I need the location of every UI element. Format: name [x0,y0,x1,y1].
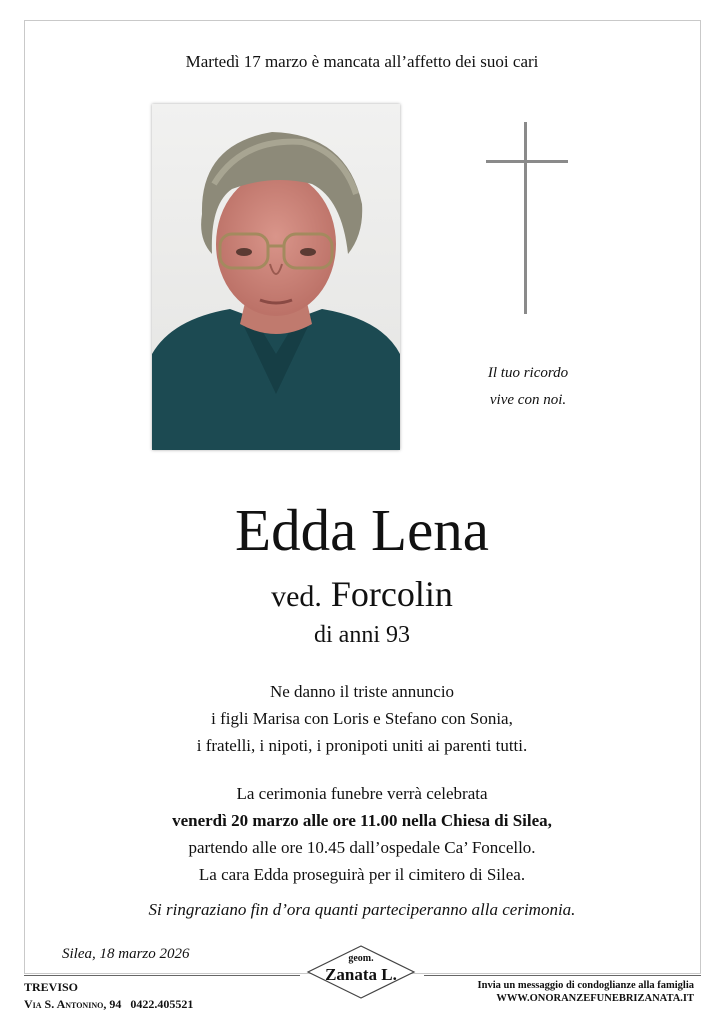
footer-divider-left [24,975,300,976]
announcement-line: i figli Marisa con Loris e Stefano con Sonia, [211,709,513,728]
thanks-text: Si ringraziano fin d’ora quanti parteciperanno alla cerimonia. [148,900,576,919]
logo-name: Zanata L. [325,965,397,984]
footer-divider-right [424,975,701,976]
logo-title: geom. [348,953,374,964]
funeral-home-address [24,979,193,1013]
motto-line: Il tuo ricordo [487,365,569,381]
footer-address: Via S. Antonino, 94 [24,997,122,1011]
announcement-line: Ne danno il triste annuncio [269,682,455,701]
memorial-motto [450,360,606,414]
ceremony-date-line [0,807,724,834]
motto-line: vive con noi. [489,392,567,408]
ceremony-details [0,780,724,888]
deceased-age: di anni 93 [314,622,410,648]
cross-icon [486,122,568,314]
footer-address-line [24,996,193,1013]
footer-phone: 0422.405521 [130,997,194,1011]
portrait-image [152,104,400,450]
announcement-line: i fratelli, i nipoti, i pronipoti uniti ai parenti tutti. [196,736,528,755]
condolence-note: Invia un messaggio di condoglianze alla famiglia [477,980,694,991]
ceremony-date-text: venerdì 20 marzo alle ore 11.00 nella Chiesa di Silea, [172,811,552,830]
website-link[interactable]: WWW.ONORANZEFUNEBRIZANATA.IT [496,993,694,1004]
deceased-portrait [152,104,400,450]
ceremony-line: partendo alle ore 10.45 dall’ospedale Ca’ Foncello. [188,838,536,857]
ceremony-line: La cerimonia funebre verrà celebrata [236,784,488,803]
footer-city: TREVISO [24,980,79,994]
announcement [0,678,724,759]
married-name [0,574,724,617]
married-surname: Forcolin [330,574,453,614]
place-date: Silea, 18 marzo 2026 [62,946,190,962]
condolence-info [430,979,694,1005]
deceased-name: Edda Lena [235,497,489,563]
ceremony-line: La cara Edda proseguirà per il cimitero di Silea. [198,865,526,884]
intro-text: Martedì 17 marzo è mancata all’affetto dei suoi cari [185,52,539,71]
married-prefix: ved. [271,580,322,613]
